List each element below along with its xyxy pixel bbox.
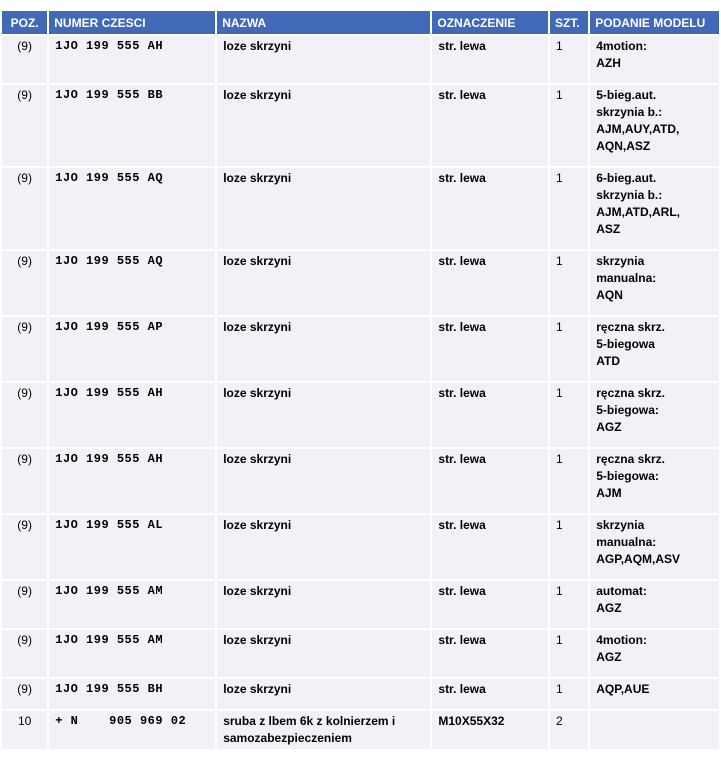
cell-designation: str. lewa bbox=[432, 515, 548, 579]
cell-name: loze skrzyni bbox=[217, 317, 430, 381]
cell-quantity: 1 bbox=[550, 317, 588, 381]
cell-part-number: 1JO 199 555 AH bbox=[49, 449, 215, 513]
column-header-poz[interactable]: POZ. bbox=[2, 11, 47, 34]
cell-quantity: 1 bbox=[550, 515, 588, 579]
column-header-szt[interactable]: SZT. bbox=[550, 11, 588, 34]
cell-part-number: 1JO 199 555 BH bbox=[49, 679, 215, 709]
cell-part-number: 1JO 199 555 AQ bbox=[49, 168, 215, 249]
cell-model: 4motion: AZH bbox=[590, 36, 719, 83]
cell-poz: 10 bbox=[2, 711, 47, 749]
cell-designation: str. lewa bbox=[432, 630, 548, 677]
cell-designation: str. lewa bbox=[432, 85, 548, 166]
table-row[interactable] bbox=[2, 711, 719, 749]
cell-model: AQP,AUE bbox=[590, 679, 719, 709]
cell-name: loze skrzyni bbox=[217, 515, 430, 579]
cell-model: skrzynia manualna: AGP,AQM,ASV bbox=[590, 515, 719, 579]
cell-quantity: 1 bbox=[550, 581, 588, 628]
table-row[interactable] bbox=[2, 630, 719, 677]
cell-quantity: 1 bbox=[550, 251, 588, 315]
table-row[interactable] bbox=[2, 36, 719, 83]
cell-quantity: 1 bbox=[550, 679, 588, 709]
cell-poz: (9) bbox=[2, 630, 47, 677]
cell-part-number: 1JO 199 555 BB bbox=[49, 85, 215, 166]
cell-model: ręczna skrz. 5-biegowa: AGZ bbox=[590, 383, 719, 447]
cell-designation: M10X55X32 bbox=[432, 711, 548, 749]
table-row[interactable] bbox=[2, 251, 719, 315]
cell-designation: str. lewa bbox=[432, 383, 548, 447]
cell-designation: str. lewa bbox=[432, 168, 548, 249]
cell-quantity: 1 bbox=[550, 630, 588, 677]
cell-name: loze skrzyni bbox=[217, 36, 430, 83]
cell-model: 6-bieg.aut. skrzynia b.: AJM,ATD,ARL, ASZ bbox=[590, 168, 719, 249]
cell-quantity: 1 bbox=[550, 383, 588, 447]
column-header-numer[interactable]: NUMER CZESCI bbox=[49, 11, 215, 34]
cell-poz: (9) bbox=[2, 317, 47, 381]
cell-part-number: 1JO 199 555 AM bbox=[49, 581, 215, 628]
cell-designation: str. lewa bbox=[432, 251, 548, 315]
cell-part-number: 1JO 199 555 AP bbox=[49, 317, 215, 381]
cell-name: sruba z lbem 6k z kolnierzem i samozabezpieczeniem bbox=[217, 711, 430, 749]
cell-name: loze skrzyni bbox=[217, 581, 430, 628]
cell-quantity: 1 bbox=[550, 85, 588, 166]
cell-name: loze skrzyni bbox=[217, 168, 430, 249]
table-header-row bbox=[2, 11, 719, 34]
table-row[interactable] bbox=[2, 679, 719, 709]
column-header-nazwa[interactable]: NAZWA bbox=[217, 11, 430, 34]
cell-designation: str. lewa bbox=[432, 317, 548, 381]
cell-name: loze skrzyni bbox=[217, 630, 430, 677]
cell-model bbox=[590, 711, 719, 749]
cell-name: loze skrzyni bbox=[217, 383, 430, 447]
cell-name: loze skrzyni bbox=[217, 251, 430, 315]
cell-model: 4motion: AGZ bbox=[590, 630, 719, 677]
cell-model: ręczna skrz. 5-biegowa: AJM bbox=[590, 449, 719, 513]
table-row[interactable] bbox=[2, 449, 719, 513]
cell-quantity: 1 bbox=[550, 168, 588, 249]
cell-poz: (9) bbox=[2, 679, 47, 709]
cell-poz: (9) bbox=[2, 383, 47, 447]
cell-name: loze skrzyni bbox=[217, 679, 430, 709]
cell-model: automat: AGZ bbox=[590, 581, 719, 628]
table-row[interactable] bbox=[2, 515, 719, 579]
cell-poz: (9) bbox=[2, 449, 47, 513]
cell-poz: (9) bbox=[2, 168, 47, 249]
cell-name: loze skrzyni bbox=[217, 449, 430, 513]
table-row[interactable] bbox=[2, 317, 719, 381]
cell-part-number: 1JO 199 555 AL bbox=[49, 515, 215, 579]
cell-designation: str. lewa bbox=[432, 679, 548, 709]
cell-model: 5-bieg.aut. skrzynia b.: AJM,AUY,ATD, AQN,ASZ bbox=[590, 85, 719, 166]
column-header-model[interactable]: PODANIE MODELU bbox=[590, 11, 719, 34]
cell-quantity: 1 bbox=[550, 449, 588, 513]
cell-part-number: 1JO 199 555 AH bbox=[49, 36, 215, 83]
column-header-oznaczenie[interactable]: OZNACZENIE bbox=[432, 11, 548, 34]
cell-poz: (9) bbox=[2, 251, 47, 315]
cell-part-number: 1JO 199 555 AH bbox=[49, 383, 215, 447]
parts-table bbox=[0, 9, 721, 751]
table-row[interactable] bbox=[2, 168, 719, 249]
cell-poz: (9) bbox=[2, 581, 47, 628]
cell-designation: str. lewa bbox=[432, 581, 548, 628]
cell-poz: (9) bbox=[2, 85, 47, 166]
cell-poz: (9) bbox=[2, 515, 47, 579]
cell-quantity: 2 bbox=[550, 711, 588, 749]
cell-part-number: 1JO 199 555 AM bbox=[49, 630, 215, 677]
cell-quantity: 1 bbox=[550, 36, 588, 83]
cell-model: ręczna skrz. 5-biegowa ATD bbox=[590, 317, 719, 381]
table-row[interactable] bbox=[2, 581, 719, 628]
table-row[interactable] bbox=[2, 85, 719, 166]
cell-designation: str. lewa bbox=[432, 36, 548, 83]
cell-part-number: + N 905 969 02 bbox=[49, 711, 215, 749]
cell-designation: str. lewa bbox=[432, 449, 548, 513]
table-row[interactable] bbox=[2, 383, 719, 447]
cell-poz: (9) bbox=[2, 36, 47, 83]
cell-part-number: 1JO 199 555 AQ bbox=[49, 251, 215, 315]
cell-name: loze skrzyni bbox=[217, 85, 430, 166]
cell-model: skrzynia manualna: AQN bbox=[590, 251, 719, 315]
